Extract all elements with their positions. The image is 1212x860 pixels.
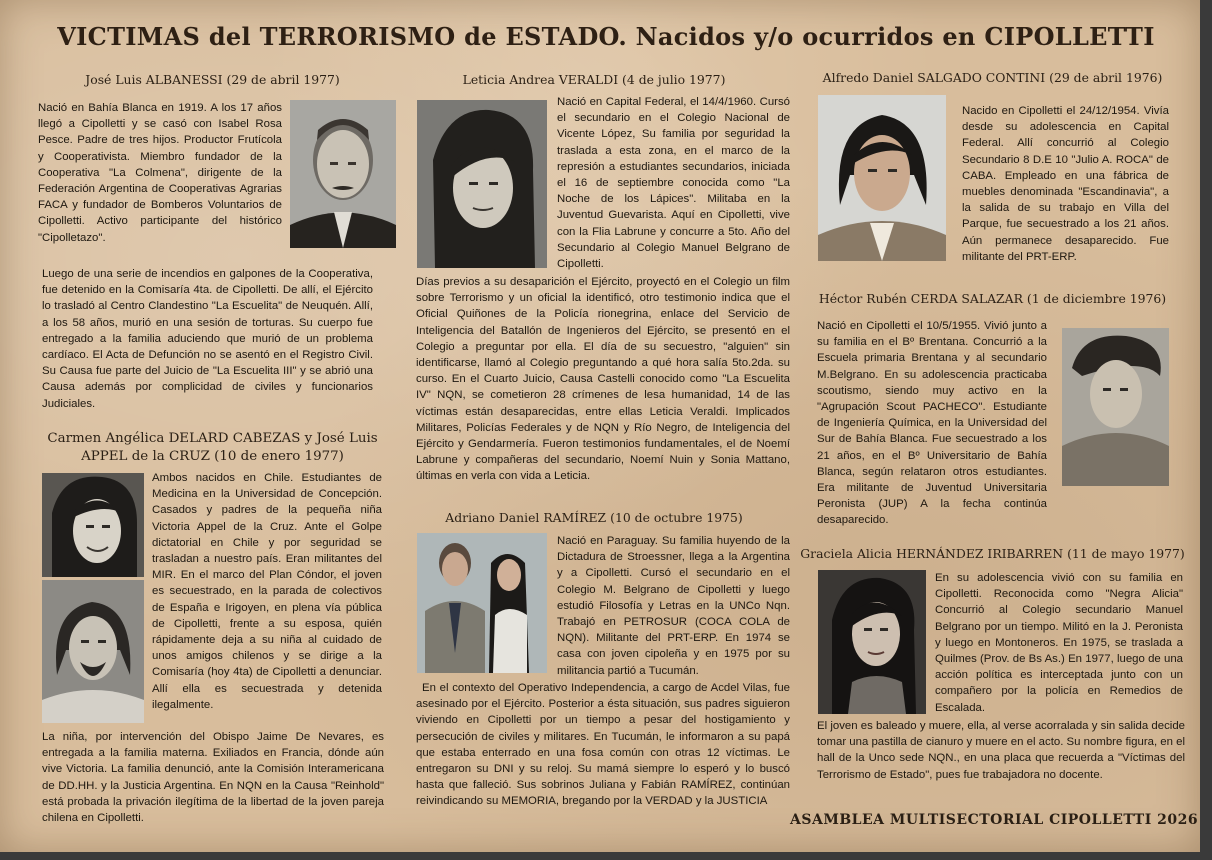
veraldi-bio-bottom: Días previos a su desaparición el Ejército, proyectó en el Colegio un film sobre Terrorismo y un oficial la identificó, otro testimonio indica que el Oficial Quiñones de la Policía rionegrina, enlace del Servicio de Inteligencia del Batallón de Ingenieros del Ejército, se presentó en el Colegio a preguntar por ella. El día de su secuestro, "alguien" sin identificarse, llamó al Colegio preguntando a qué hora salía 5to.2da. su curso. En el Cuarto Juicio, Causa Castelli conocido como "La Escuelita IV" NQN, se cometieron 28 crímenes de lesa humanidad, 14 de las víctimas están desaparecidas, entre ellas Leticia Veraldi. Implicados Militares, Policías Federales y de NQN y Río Negro, de Inteligencia del Ejército y Gendarmería. Fueron testimonios fundamentales, el de Noemí Labrune y compañeras del secundario, Noemí Nuin y Sonia Mattano, últimas en verla con vida a Leticia. <box>416 276 790 483</box>
ramirez-bio-top: Nació en Paraguay. Su familia huyendo de la Dictadura de Stroessner, llega a la Argentina y a Cipolletti. Cursó el secundario en el Colegio M. Belgrano de Cipolletti y luego estudió Filosofía y Letras en la UNCo Nqn. Trabajó en PETROSUR (COCA COLA de NQN). Militante del PRT-ERP. En 1974 se casa con joven cipoleña y en 1975 por su militancia partió a Tucumán. <box>557 535 790 677</box>
poster-title: VICTIMAS del TERRORISMO de ESTADO. Nacidos y/o ocurridos en CIPOLLETTI <box>57 22 1155 51</box>
delard-photo <box>42 473 144 577</box>
delard-bio-bottom: La niña, por intervención del Obispo Jaime De Nevares, es entregada a la familia materna. Exiliados en Francia, dónde aún vive Victoria. La familia denunció, ante la Comisión Interamericana de DD.HH. y la Justicia Argentina. En NQN en la Causa "Reinhold" está probada la privación ilegítima de la libertad de la joven pareja chilena en Cipolletti. <box>42 731 384 825</box>
albanessi-bio-bottom: Luego de una serie de incendios en galpones de la Cooperativa, fue detenido en la Comisaría 4ta. de Cipolletti. De allí, el Ejército lo trasladó al Centro Clandestino "La Escuelita" de Neuquén. Allí, a los 58 años, murió en una sesión de torturas. Su cuerpo fue entregado a la familia aduciendo que murió de un problema cardíaco. El Acta de Defunción no se asentó en el Registro Civil. Su Causa fue parte del Juicio de "La Escuelita III" y se abrió una Causa además por complicidad de civiles y funcionarios Judiciales. <box>42 268 373 410</box>
footer-signature: ASAMBLEA MULTISECTORIAL CIPOLLETTI 2026 <box>790 812 1199 828</box>
salgado-bio: Nacido en Cipolletti el 24/12/1954. Vivía desde su adolescencia en Capital Federal. Allí concurrió al Colegio Secundario 8 D.E 10 "Julio A. ROCA" de CABA. Empleado en una fábrica de muebles denominada "Escandinavia", a la salida de su trabajo en Villa del Parque, fue secuestrado a los 21 años. Aún permanece desaparecido. Fue militante del PRT-ERP. <box>962 105 1169 263</box>
cerda-photo <box>1062 328 1169 486</box>
veraldi-header: Leticia Andrea VERALDI (4 de julio 1977) <box>462 72 726 87</box>
salgado-header: Alfredo Daniel SALGADO CONTINI (29 de abril 1976) <box>822 70 1163 85</box>
ramirez-header: Adriano Daniel RAMÍREZ (10 de octubre 1975) <box>445 510 743 525</box>
salgado-photo <box>818 95 946 261</box>
hernandez-header: Graciela Alicia HERNÁNDEZ IRIBARREN (11 de mayo 1977) <box>800 546 1185 561</box>
veraldi-photo <box>417 100 547 268</box>
albanessi-header: José Luis ALBANESSI (29 de abril 1977) <box>85 72 340 87</box>
delard-bio-top: Ambos nacidos en Chile. Estudiantes de Medicina en la Universidad de Concepción. Casados y padres de la pequeña niña Victoria Appel de la Cruz. Ante el Golpe dictatorial en Chile y por seguridad se trasladan a nuestro país. Eran militantes del MIR. En el marco del Plan Cóndor, el joven es secuestrado, en la parada de colectivos de España e Irigoyen, en plena vía pública de Cipolletti, frente a su esposa, quién rápidamente deja a su niña al cuidado de unos amigos chilenos y se dirige a la Comisaría (hoy 4ta) de Cipolletti a denunciar. Allí ella es secuestrada y detenida ilegalmente. <box>152 472 382 711</box>
cerda-bio: Nació en Cipolletti el 10/5/1955. Vivió junto a su familia en el Bº Brentana. Concurrió a la Escuela primaria Brentana y al secundario M.Belgrano. En su adolescencia practicaba scoutismo, siendo muy activo en la "Agrupación Scout PACHECO". Estudiante de Ingeniería Química, en la Universidad del Sur de Bahía Blanca. Fue secuestrado a los 21 años, en el Bº Universitario de Bahía Blanca, según relataron otros estudiantes. Era militante de Juventud Universitaria Peronista (JUP) A la fecha continúa desaparecido. <box>817 320 1047 527</box>
albanessi-bio-top: Nació en Bahía Blanca en 1919. A los 17 años llegó a Cipolletti y se casó con Isabel Rosa Pesce. Padre de tres hijos. Productor Frutícola y Cooperativista. Miembro fundador de la Cooperativa "La Colmena", dirigente de la Federación Argentina de Cooperativas Agrarias FACA y fundador de Bomberos Voluntarios de Cipolletti. Activo participante del histórico "Cipolletazo". <box>38 102 282 244</box>
delard-header: Carmen Angélica DELARD CABEZAS y José Luis APPEL de la CRUZ (10 de enero 1977) <box>47 431 378 464</box>
hernandez-bio-top: En su adolescencia vivió con su familia en Cipolletti. Reconocida como "Negra Alicia" Concurrió al Colegio secundario Manuel Belgrano por un tiempo. Militó en la J. Peronista y luego en Montoneros. En 1975, se traslada a Quilmes (Prov. de Bs As.) En 1977, luego de una acción política es interceptada junto con un compañero por la policía en Remedios de Escalada. <box>935 572 1183 714</box>
veraldi-bio-top: Nació en Capital Federal, el 14/4/1960. Cursó el secundario en el Colegio Nacional de Vicente López, Su familia por seguridad la traslada a esta zona, en el marco de la represión a estudiantes secundarios, iniciada el 16 de septiembre conocida como "La Noche de los Lápices". Militaba en la Juventud Guevarista. Aquí en Cipolletti, vive con la Flia Labrune y concurre a 5to. Año del Secundario al Colegio Manuel Belgrano de Cipolletti. <box>557 96 790 271</box>
albanessi-photo <box>290 100 396 248</box>
ramirez-photo <box>417 533 547 673</box>
appel-photo <box>42 580 144 723</box>
hernandez-bio-bottom: El joven es baleado y muere, ella, al verse acorralada y sin salida decide tomar una pastilla de cianuro y muere en el acto. Su nombre figura, en el hall de la Unco sede NQN., en una placa que recuerda a "Víctimas del Terrorismo de Estado", pues fue trabajadora no docente. <box>817 720 1185 781</box>
cerda-header: Héctor Rubén CERDA SALAZAR (1 de diciembre 1976) <box>818 291 1167 306</box>
ramirez-bio-bottom: En el contexto del Operativo Independencia, a cargo de Acdel Vilas, fue asesinado por el Ejército. Posterior a ésta situación, sus padres siguieron viviendo en Cipolletti por un tiempo a pesar del hostigamiento y persecución de civiles y militares. En Tucumán, le informaron a su papá que estaba enterrado en una fosa común con otras 12 víctimas. Le entregaron su DNI y su reloj. Su mamá siempre lo esperó y lo buscó hasta que falleció. Sus sobrinos Juliana y Fabián RAMÍREZ, continúan reivindicando su MEMORIA, bregando por la VERDAD y la JUSTICIA <box>416 682 790 808</box>
hernandez-photo <box>818 570 926 714</box>
